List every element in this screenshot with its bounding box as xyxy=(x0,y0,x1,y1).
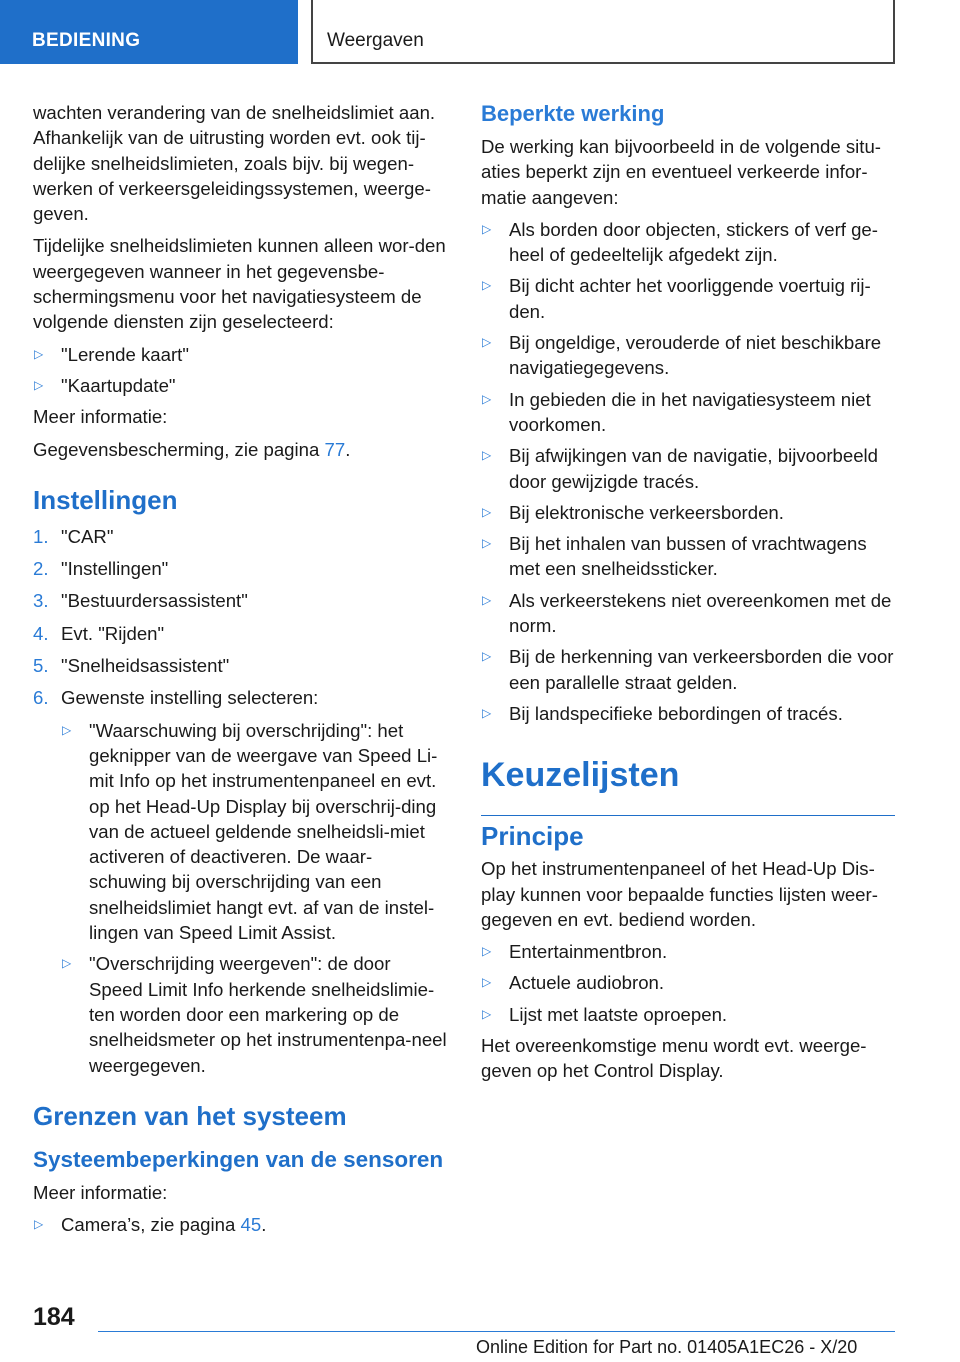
right-column xyxy=(481,100,895,1091)
list-item: ▷ Als borden door objecten, stickers of verf ge-heel of gedeeltelijk afgedekt zijn. xyxy=(482,218,878,266)
list-item: ▷ Bij landspecifieke bebordingen of tracés. xyxy=(481,701,895,726)
list-item: ▷ Entertainmentbron. xyxy=(481,939,895,964)
privacy-reference: Gegevensbescherming, zie pagina 77. xyxy=(33,438,351,460)
footer-divider xyxy=(98,1331,895,1332)
limited-intro: De werking kan bijvoorbeeld in de volgende situ-aties beperkt zijn en eventueel verkeerde infor-matie aangeven: xyxy=(481,136,882,208)
settings-heading: Instellingen xyxy=(33,484,178,515)
bullet-triangle-icon: ▷ xyxy=(482,705,492,720)
list-item: ▷ In gebieden die in het navigatiesysteem niet voorkomen. xyxy=(482,388,871,435)
list-item: ▷ "Lerende kaart" xyxy=(33,342,448,367)
bullet-triangle-icon: ▷ xyxy=(482,536,492,551)
principle-heading: Principe xyxy=(481,821,584,852)
more-info-label: Meer informatie: xyxy=(33,406,168,428)
section-title: BEDIENING xyxy=(32,30,141,51)
bullet-triangle-icon: ▷ xyxy=(482,504,492,519)
page-number: 184 xyxy=(33,1303,75,1331)
list-item: ▷ Bij dicht achter het voorliggende voertuig rij-den. xyxy=(482,275,871,322)
limited-operation-heading: Beperkte werking xyxy=(481,101,665,126)
bullet-triangle-icon: ▷ xyxy=(62,956,72,971)
list-item: ▷ Lijst met laatste oproepen. xyxy=(481,1002,895,1027)
page-link[interactable]: 77 xyxy=(324,438,346,460)
menu-note: Het overeenkomstige menu wordt evt. weerge-geven op het Control Display. xyxy=(481,1035,867,1082)
sub-option-item: ▷ "Waarschuwing bij overschrijding": het geknipper van de weergave van Speed Li-mit Info op het instrumentenpaneel en evt. op het Head-Up Display bij overschrij-ding van de actueel geldende snelheidsli-miet activeren of deactiveren. De waar-schuwing bij overschrijding van een snelheidslimiet hangt evt. af van de instel-lingen van Speed Limit Assist. xyxy=(62,719,438,944)
bullet-triangle-icon: ▷ xyxy=(482,391,492,406)
chapter-title: Weergaven xyxy=(327,30,424,51)
intro-paragraph-1: wachten verandering van de snelheidslimiet aan. Afhankelijk van de uitrusting worden evt. ook tij-delijke snelheidslimieten, zoals bijv. bij wegen-werken of verkeersgeleidingssystemen, weerge-geven. xyxy=(33,102,436,225)
bullet-triangle-icon: ▷ xyxy=(34,377,44,392)
bullet-triangle-icon: ▷ xyxy=(482,335,492,350)
left-column xyxy=(33,100,448,1243)
bullet-triangle-icon: ▷ xyxy=(482,592,492,607)
step-item: 4. Evt. "Rijden" xyxy=(33,622,165,644)
step-item: 6. Gewenste instelling selecteren: xyxy=(33,687,319,709)
bullet-triangle-icon: ▷ xyxy=(482,448,492,463)
intro-paragraph-2: Tijdelijke snelheidslimieten kunnen alleen wor-den weergegeven wanneer in het gegevensbe-schermingsmenu voor het navigatiesysteem de volgende diensten zijn geselecteerd: xyxy=(33,235,446,333)
step-item: 2. "Instellingen" xyxy=(33,558,169,580)
list-item: ▷ "Kaartupdate" xyxy=(33,373,448,398)
bullet-triangle-icon: ▷ xyxy=(482,649,492,664)
list-item: ▷ Bij afwijkingen van de navigatie, bijvoorbeeld door gewijzigde tracés. xyxy=(482,445,879,492)
bullet-triangle-icon: ▷ xyxy=(482,278,492,293)
step-item: 5. "Snelheidsassistent" xyxy=(33,655,230,677)
more-info-label-2: Meer informatie: xyxy=(33,1181,168,1203)
bullet-triangle-icon: ▷ xyxy=(34,346,44,361)
sensor-heading: Systeembeperkingen van de sensoren xyxy=(33,1146,444,1172)
list-item: ▷ Bij het inhalen van bussen of vrachtwagens met een snelheidssticker. xyxy=(482,533,867,580)
list-item: ▷ Bij de herkenning van verkeersborden die voor een parallelle straat gelden. xyxy=(482,646,894,693)
limits-heading: Grenzen van het systeem xyxy=(33,1100,347,1131)
lists-heading: Keuzelijsten xyxy=(481,756,680,795)
list-item: ▷ Bij ongeldige, verouderde of niet beschikbare navigatiegegevens. xyxy=(482,332,882,379)
sub-option-item: ▷ "Overschrijding weergeven": de door Speed Limit Info herkende snelheidslimie-ten worden door een markering op de snelheidsmeter op het instrumentenpa-neel weergegeven. xyxy=(62,953,447,1076)
list-item: ▷ Bij elektronische verkeersborden. xyxy=(481,500,895,525)
list-item: ▷ Camera’s, zie pagina 45. xyxy=(33,1212,448,1237)
bullet-triangle-icon: ▷ xyxy=(482,975,492,990)
principle-text: Op het instrumentenpaneel of het Head-Up Dis-play kunnen voor bepaalde functies lijsten weer-gegeven en evt. bediend worden. xyxy=(481,858,878,930)
step-item: 3. "Bestuurdersassistent" xyxy=(33,590,248,612)
bullet-triangle-icon: ▷ xyxy=(34,1217,44,1232)
bullet-triangle-icon: ▷ xyxy=(482,944,492,959)
chapter-header xyxy=(311,0,895,64)
bullet-triangle-icon: ▷ xyxy=(482,1006,492,1021)
list-item: ▷ Als verkeerstekens niet overeenkomen met de norm. xyxy=(482,589,892,637)
page-link[interactable]: 45 xyxy=(240,1214,262,1236)
list-item: ▷ Actuele audiobron. xyxy=(481,970,895,995)
edition-footer: Online Edition for Part no. 01405A1EC26 - X/20 xyxy=(476,1337,858,1357)
step-item: 1. "CAR" xyxy=(33,525,114,547)
bullet-triangle-icon: ▷ xyxy=(62,722,72,737)
bullet-triangle-icon: ▷ xyxy=(482,221,492,236)
section-tab xyxy=(0,0,298,64)
section-divider xyxy=(481,815,895,816)
